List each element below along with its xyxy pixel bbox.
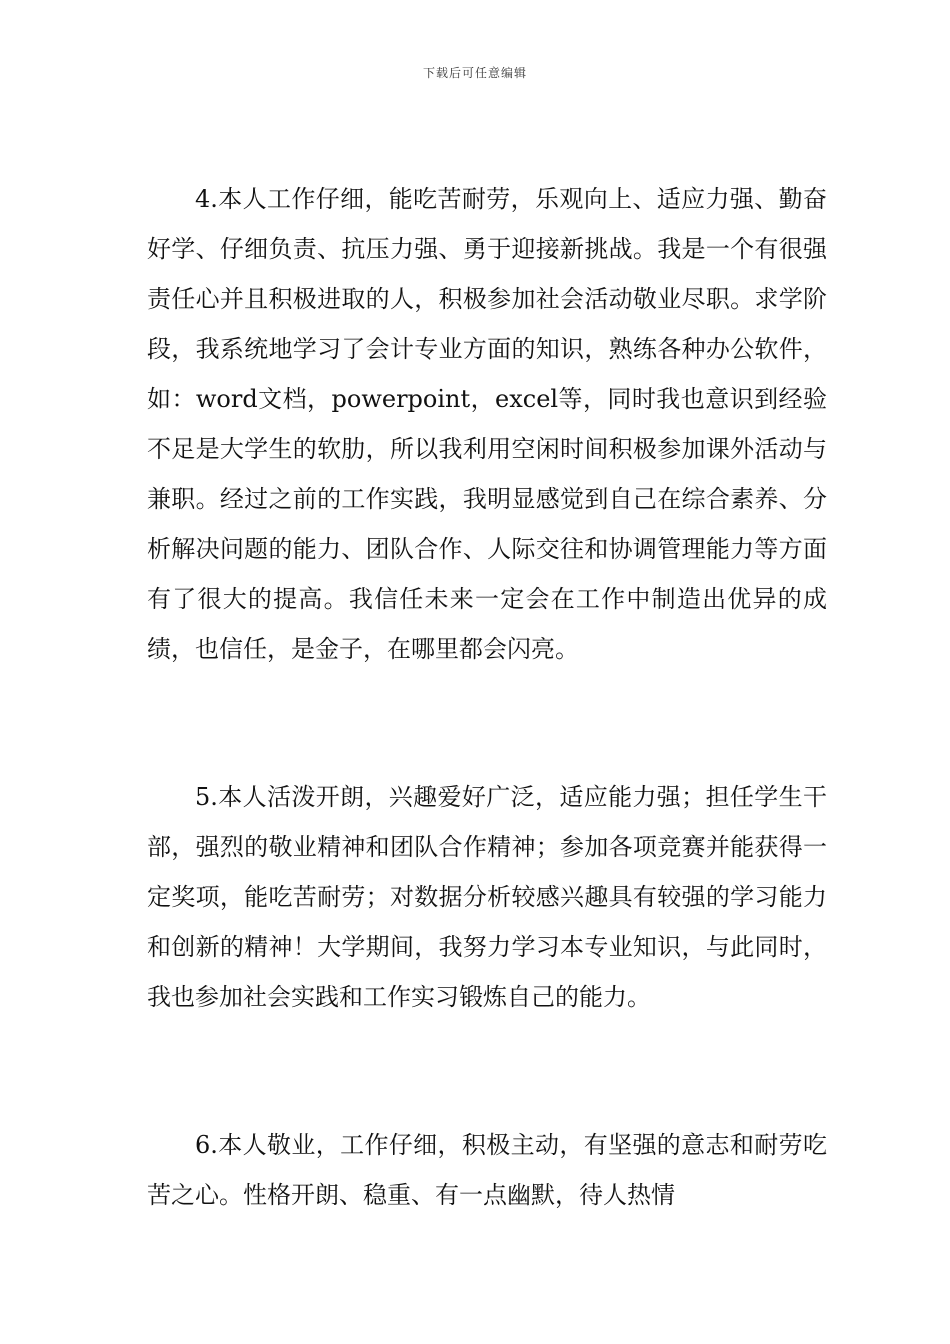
paragraph-4: 4.本人工作仔细，能吃苦耐劳，乐观向上、适应力强、勤奋好学、仔细负责、抗压力强、勇于迎接新挑战。我是一个有很强责任心并且积极进取的人，积极参加社会活动敬业尽职。求学阶段，我系统地学习了会计专业方面的知识，熟练各种办公软件，如：word文档，powerpoint，excel等，同时我也意识到经验不足是大学生的软肋，所以我利用空闲时间积极参加课外活动与兼职。经过之前的工作实践，我明显感觉到自己在综合素养、分析解决问题的能力、团队合作、人际交往和协调管理能力等方面有了很大的提高。我信任未来一定会在工作中制造出优异的成绩，也信任，是金子，在哪里都会闪亮。 <box>147 185 827 663</box>
paragraph-6: 6.本人敬业，工作仔细，积极主动，有坚强的意志和耐劳吃苦之心。性格开朗、稳重、有一点幽默，待人热情 <box>147 1131 827 1209</box>
page-header: 下载后可任意编辑 <box>422 66 527 80</box>
paragraph-5: 5.本人活泼开朗，兴趣爱好广泛，适应能力强；担任学生干部，强烈的敬业精神和团队合作精神；参加各项竞赛并能获得一定奖项，能吃苦耐劳；对数据分析较感兴趣具有较强的学习能力和创新的精神！大学期间，我努力学习本专业知识，与此同时，我也参加社会实践和工作实习锻炼自己的能力。 <box>147 783 827 1011</box>
